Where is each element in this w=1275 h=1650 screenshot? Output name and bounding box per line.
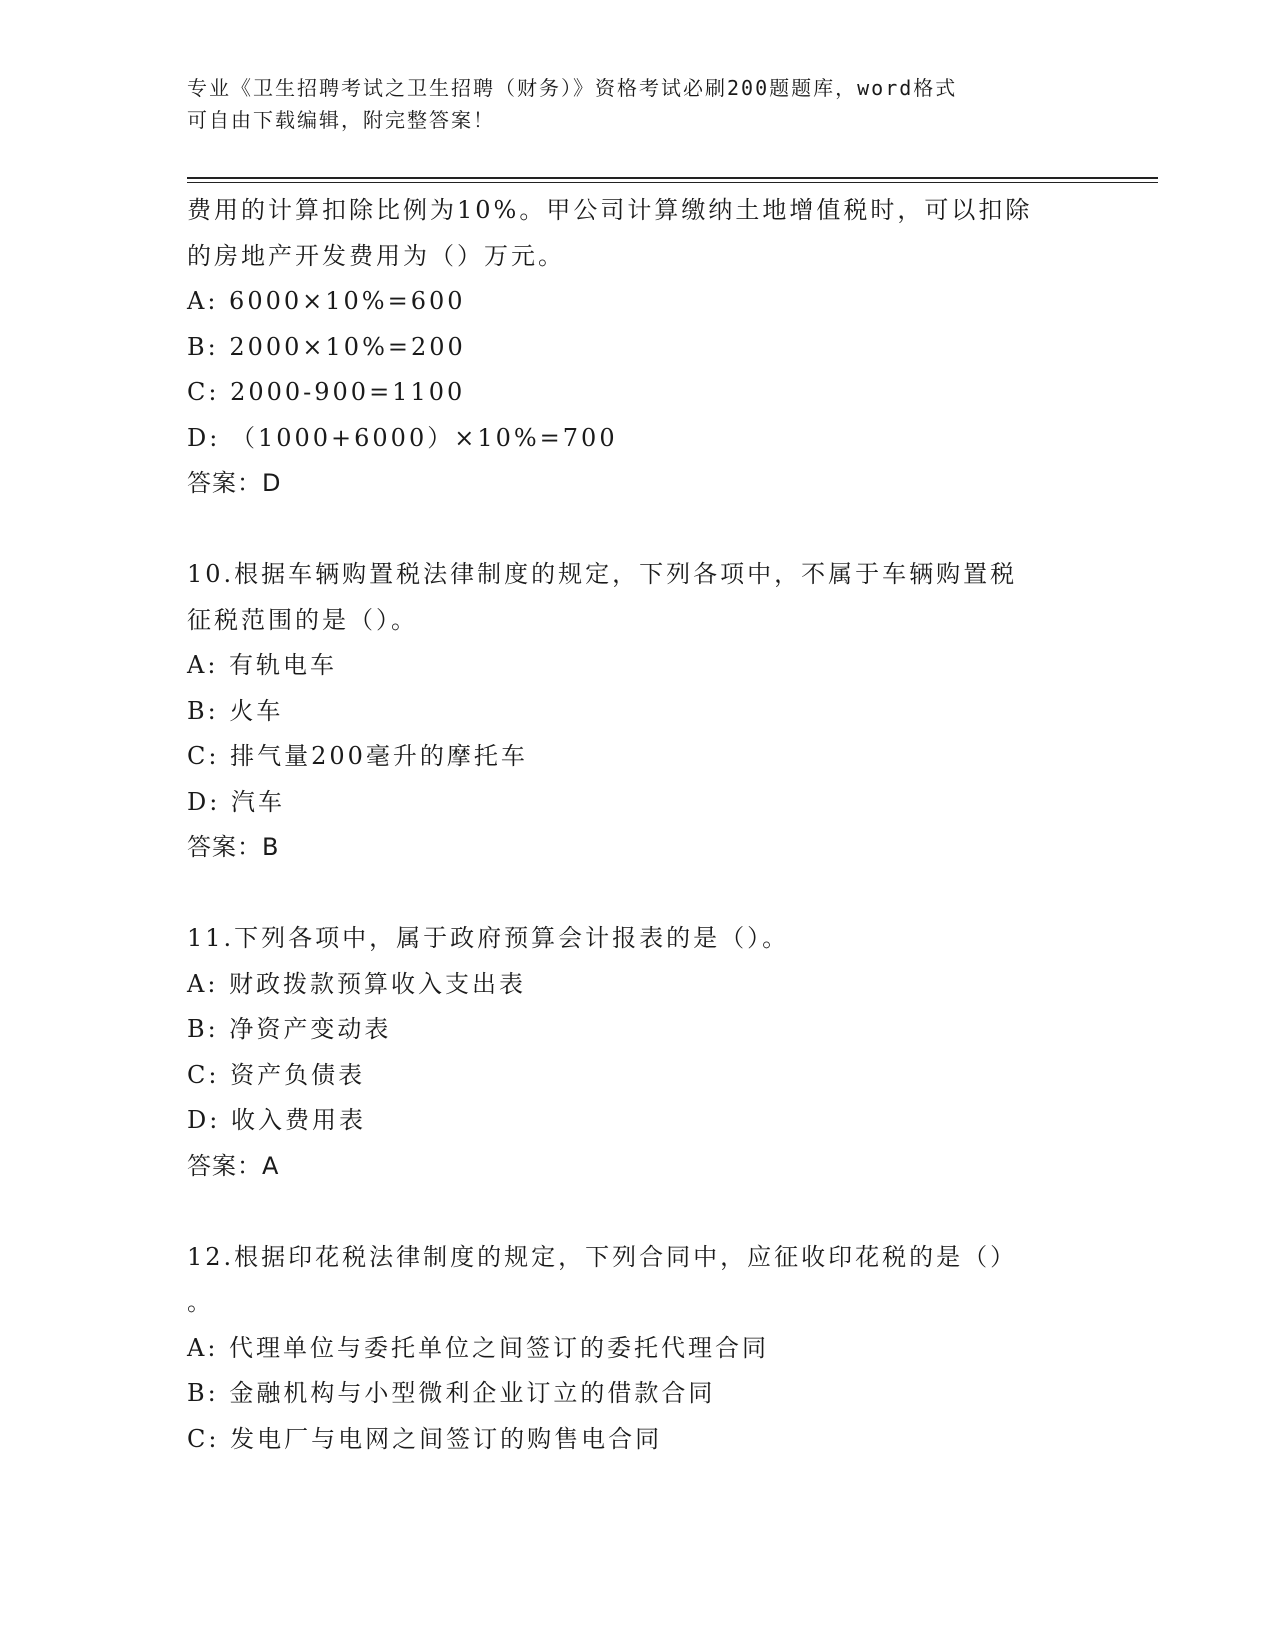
spacer <box>187 871 1087 917</box>
option-c: C: 资产负债表 <box>187 1060 366 1089</box>
option-a: A: 有轨电车 <box>187 651 338 679</box>
question-stem: 的房地产开发费用为（）万元。 <box>187 241 565 270</box>
question-stem: 。 <box>187 1288 214 1316</box>
question-list <box>187 188 1087 1462</box>
option-b: B: 2000×10%=200 <box>187 332 466 361</box>
option-b: B: 净资产变动表 <box>187 1015 392 1043</box>
header-title-line-1: 专业《卫生招聘考试之卫生招聘（财务）》资格考试必刷200题题库，word格式 <box>187 76 958 100</box>
question-stem: 12.根据印花税法律制度的规定，下列合同中，应征收印花税的是（） <box>187 1242 1018 1271</box>
option-b: B: 火车 <box>187 696 284 725</box>
spacer <box>187 507 1087 553</box>
option-d: D: 收入费用表 <box>187 1106 366 1134</box>
option-a: A: 6000×10%=600 <box>187 287 466 315</box>
option-d: D: （1000+6000）×10%=700 <box>187 423 618 452</box>
option-c: C: 发电厂与电网之间签订的购售电合同 <box>187 1424 663 1453</box>
option-d: D: 汽车 <box>187 787 285 816</box>
spacer <box>187 1189 1087 1235</box>
question-11 <box>187 916 1087 1189</box>
answer-label: 答案：A <box>187 1151 280 1180</box>
question-stem: 10.根据车辆购置税法律制度的规定，下列各项中，不属于车辆购置税 <box>187 560 1018 588</box>
question-stem: 征税范围的是（）。 <box>187 605 418 634</box>
header-divider-thick <box>187 177 1158 179</box>
option-a: A: 财政拨款预算收入支出表 <box>187 969 527 998</box>
question-9 <box>187 188 1087 507</box>
header-divider-thin <box>187 182 1158 183</box>
option-c: C: 2000-900=1100 <box>187 378 466 406</box>
answer-label: 答案：D <box>187 469 282 497</box>
document-header <box>187 72 1087 136</box>
answer-label: 答案：B <box>187 833 280 861</box>
question-12 <box>187 1235 1087 1463</box>
question-10 <box>187 552 1087 871</box>
option-a: A: 代理单位与委托单位之间签订的委托代理合同 <box>187 1333 770 1362</box>
header-title-line-2: 可自由下载编辑，附完整答案！ <box>187 108 495 132</box>
question-stem: 11.下列各项中，属于政府预算会计报表的是（）。 <box>187 924 790 952</box>
option-c: C: 排气量200毫升的摩托车 <box>187 742 528 770</box>
option-b: B: 金融机构与小型微利企业订立的借款合同 <box>187 1379 716 1407</box>
question-stem: 费用的计算扣除比例为10%。甲公司计算缴纳土地增值税时，可以扣除 <box>187 196 1033 224</box>
